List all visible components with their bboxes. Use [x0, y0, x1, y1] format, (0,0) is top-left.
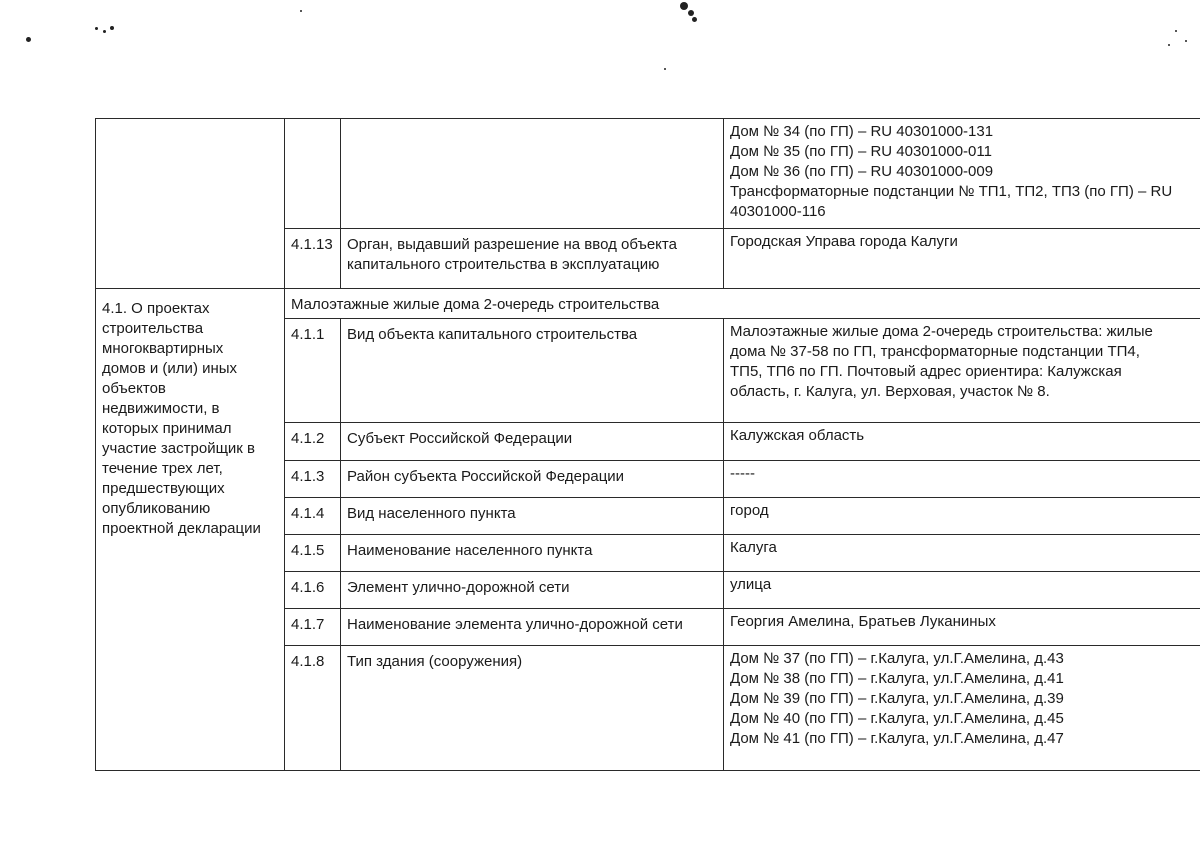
scan-speck — [680, 2, 688, 10]
section-title-line: течение трех лет, — [102, 460, 223, 477]
row-label: Наименование населенного пункта — [341, 535, 724, 572]
value-line: Дом № 38 (по ГП) – г.Калуга, ул.Г.Амелина, д.41 — [730, 670, 1064, 687]
scan-speck — [688, 10, 694, 16]
scan-speck — [664, 68, 666, 70]
label-line: капитального строительства в эксплуатацию — [347, 256, 660, 273]
value-line: Дом № 35 (по ГП) – RU 40301000-011 — [730, 143, 992, 160]
value-line: область, г. Калуга, ул. Верховая, участок № 8. — [730, 383, 1050, 400]
section-subheading: Малоэтажные жилые дома 2-очередь строительства — [285, 289, 1200, 319]
section-title-line: недвижимости, в — [102, 400, 220, 417]
scan-speck — [26, 37, 31, 42]
row-value: Калужская область — [724, 423, 1200, 461]
empty-section-cell — [96, 119, 285, 289]
section-title-line: предшествующих — [102, 480, 225, 497]
value-line: Дом № 37 (по ГП) – г.Калуга, ул.Г.Амелина, д.43 — [730, 650, 1064, 667]
section-title-line: объектов — [102, 380, 166, 397]
section-title-line: строительства — [102, 320, 204, 337]
value-line: дома № 37-58 по ГП, трансформаторные подстанции ТП4, — [730, 343, 1140, 360]
label-line: Орган, выдавший разрешение на ввод объекта — [347, 236, 677, 253]
row-value: Георгия Амелина, Братьев Луканиных — [724, 609, 1200, 646]
row-value: улица — [724, 572, 1200, 609]
value-line: ТП5, ТП6 по ГП. Почтовый адрес ориентира: Калужская — [730, 363, 1122, 380]
row-label — [341, 229, 724, 289]
row-number: 4.1.6 — [285, 572, 341, 609]
row-number: 4.1.4 — [285, 498, 341, 535]
scan-speck — [1175, 30, 1177, 32]
row-value: город — [724, 498, 1200, 535]
value-line: Дом № 40 (по ГП) – г.Калуга, ул.Г.Амелина, д.45 — [730, 710, 1064, 727]
row-value: Городская Управа города Калуги — [724, 229, 1200, 289]
section-title-line: проектной декларации — [102, 520, 261, 537]
table-row — [96, 119, 1200, 229]
value-line: Дом № 41 (по ГП) – г.Калуга, ул.Г.Амелина, д.47 — [730, 730, 1064, 747]
table-row — [96, 289, 1200, 319]
row-value — [724, 319, 1200, 423]
section-title-line: многоквартирных — [102, 340, 224, 357]
row-number: 4.1.7 — [285, 609, 341, 646]
scan-speck — [103, 30, 106, 33]
scan-speck — [95, 27, 98, 30]
row-label: Вид населенного пункта — [341, 498, 724, 535]
row-number: 4.1.1 — [285, 319, 341, 423]
value-line: Дом № 36 (по ГП) – RU 40301000-009 — [730, 163, 994, 180]
value-line: 40301000-116 — [730, 203, 826, 220]
row-label: Субъект Российской Федерации — [341, 423, 724, 461]
scan-speck — [300, 10, 302, 12]
row-value — [724, 646, 1200, 771]
row-label: Наименование элемента улично-дорожной сети — [341, 609, 724, 646]
value-line: Малоэтажные жилые дома 2-очередь строительства: жилые — [730, 323, 1153, 340]
row-number: 4.1.3 — [285, 461, 341, 498]
empty-number-cell — [285, 119, 341, 229]
value-line: Трансформаторные подстанции № ТП1, ТП2, ТП3 (по ГП) – RU — [730, 183, 1173, 200]
value-line: Дом № 39 (по ГП) – г.Калуга, ул.Г.Амелина, д.39 — [730, 690, 1064, 707]
row-label: Тип здания (сооружения) — [341, 646, 724, 771]
section-title-line: 4.1. О проектах — [102, 300, 210, 317]
section-title-line: которых принимал — [102, 420, 232, 437]
row-number: 4.1.5 — [285, 535, 341, 572]
row-number: 4.1.13 — [285, 229, 341, 289]
row-label: Элемент улично-дорожной сети — [341, 572, 724, 609]
row-label: Вид объекта капитального строительства — [341, 319, 724, 423]
section-title-cell — [96, 289, 285, 771]
scan-speck — [1185, 40, 1187, 42]
section-title-line: участие застройщик в — [102, 440, 255, 457]
declaration-table — [95, 118, 1200, 771]
value-line: Дом № 34 (по ГП) – RU 40301000-131 — [730, 123, 994, 140]
row-label: Район субъекта Российской Федерации — [341, 461, 724, 498]
scan-speck — [1168, 44, 1170, 46]
section-title-line: опубликованию — [102, 500, 211, 517]
row-number: 4.1.2 — [285, 423, 341, 461]
empty-label-cell — [341, 119, 724, 229]
row-number: 4.1.8 — [285, 646, 341, 771]
row-value: Калуга — [724, 535, 1200, 572]
scan-speck — [692, 17, 697, 22]
section-title-line: домов и (или) иных — [102, 360, 238, 377]
row-value: ----- — [724, 461, 1200, 498]
scan-speck — [110, 26, 114, 30]
permit-numbers-cell — [724, 119, 1200, 229]
